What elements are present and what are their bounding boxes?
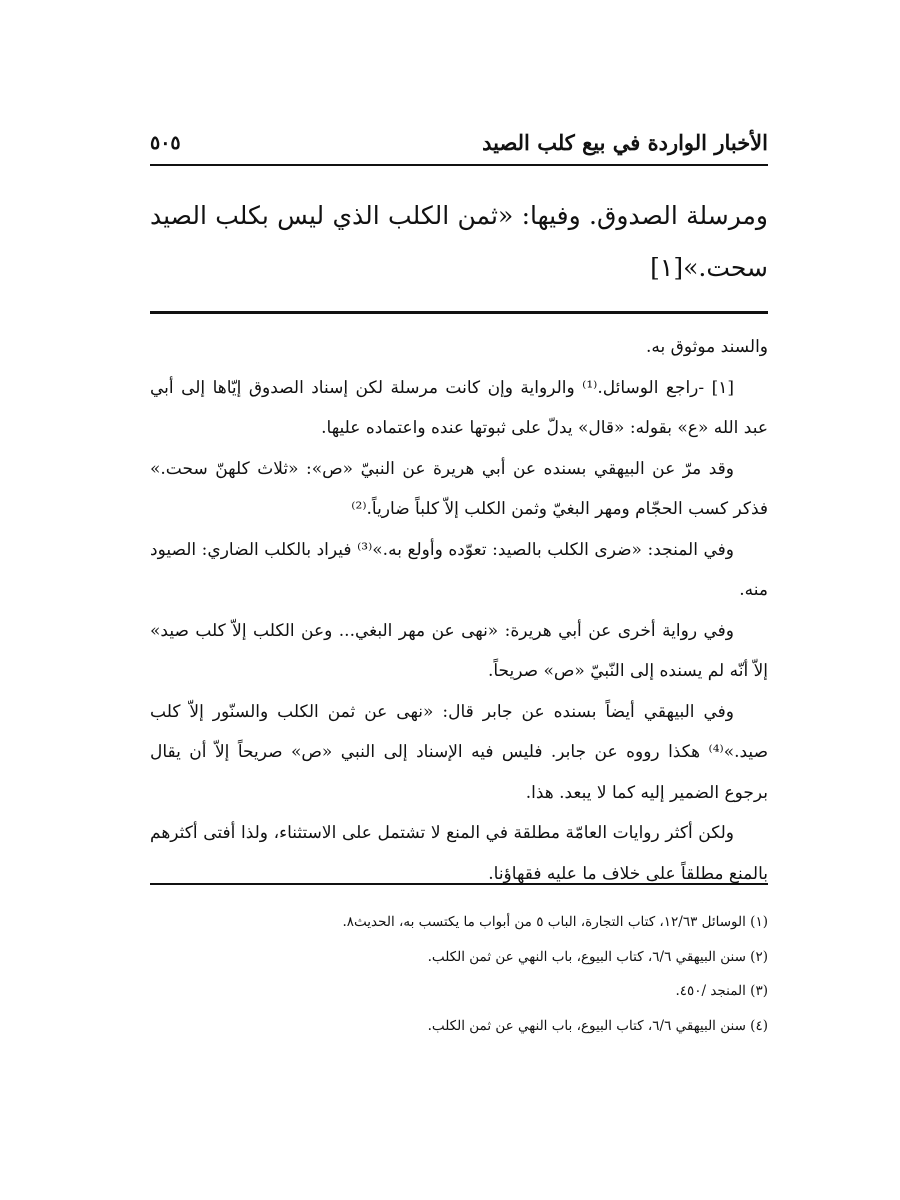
footnote: (٤) سنن البيهقي ٦/٦، كتاب البيوع، باب النهي عن ثمن الكلب. xyxy=(427,1017,768,1034)
page-number: ٥٠٥ xyxy=(150,132,181,154)
commentary-paragraph: وقد مرّ عن البيهقي بسنده عن أبي هريرة عن النبيّ «ص»: «ثلاث كلهنّ سحت.» فذكر كسب الحجّام ومهر البغيّ وثمن الكلب إلاّ كلباً ضارياً.⁽²⁾ xyxy=(150,458,768,519)
commentary-paragraph: ولكن أكثر روايات العامّة مطلقة في المنع لا تشتمل على الاستثناء، ولذا أفتى أكثرهم بالمنع مطلقاً على خلاف ما عليه فقهاؤنا. xyxy=(150,823,768,884)
quoted-hadith-text: ومرسلة الصدوق. وفيها: «ثمن الكلب الذي ليس بكلب الصيد سحت.»[١] xyxy=(150,201,768,282)
commentary-paragraph: وفي المنجد: «ضرى الكلب بالصيد: تعوّده وأولع به.»⁽³⁾ فيراد بالكلب الضاري: الصيود منه. xyxy=(150,539,768,600)
commentary-body xyxy=(150,327,768,894)
footnote-divider xyxy=(150,883,768,885)
footnote: (١) الوسائل ١٢/٦٣، كتاب التجارة، الباب ٥ من أبواب ما يكتسب به، الحديث٨. xyxy=(342,914,768,930)
running-header xyxy=(150,130,768,164)
commentary-paragraph: [١] -راجع الوسائل.⁽¹⁾ والرواية وإن كانت مرسلة لكن إسناد الصدوق إيّاها إلى أبي عبد الله «ع» بقوله: «قال» يدلّ على ثبوتها عنده واعتماده عليها. xyxy=(150,377,768,438)
quoted-hadith-block xyxy=(150,190,768,294)
header-rule xyxy=(150,164,768,166)
commentary-paragraph: والسند موثوق به. xyxy=(646,337,768,357)
commentary-paragraph: وفي رواية أخرى عن أبي هريرة: «نهى عن مهر البغي... وعن الكلب إلاّ كلب صيد» إلاّ أنّه لم يسنده إلى النّبيّ «ص» صريحاً. xyxy=(150,620,768,681)
footnote: (٣) المنجد /٤٥٠. xyxy=(675,983,768,999)
header-title: الأخبار الواردة في بيع كلب الصيد xyxy=(482,130,768,155)
footnotes xyxy=(150,905,768,1043)
section-divider xyxy=(150,311,768,314)
footnote: (٢) سنن البيهقي ٦/٦، كتاب البيوع، باب النهي عن ثمن الكلب. xyxy=(427,948,768,965)
commentary-paragraph: وفي البيهقي أيضاً بسنده عن جابر قال: «نهى عن ثمن الكلب والسنّور إلاّ كلب صيد.»⁽⁴⁾ هكذا رووه عن جابر. فليس فيه الإسناد إلى النبي «ص» صريحاً إلاّ أن يقال برجوع الضمير إليه كما لا يبعد. هذا. xyxy=(150,701,768,803)
